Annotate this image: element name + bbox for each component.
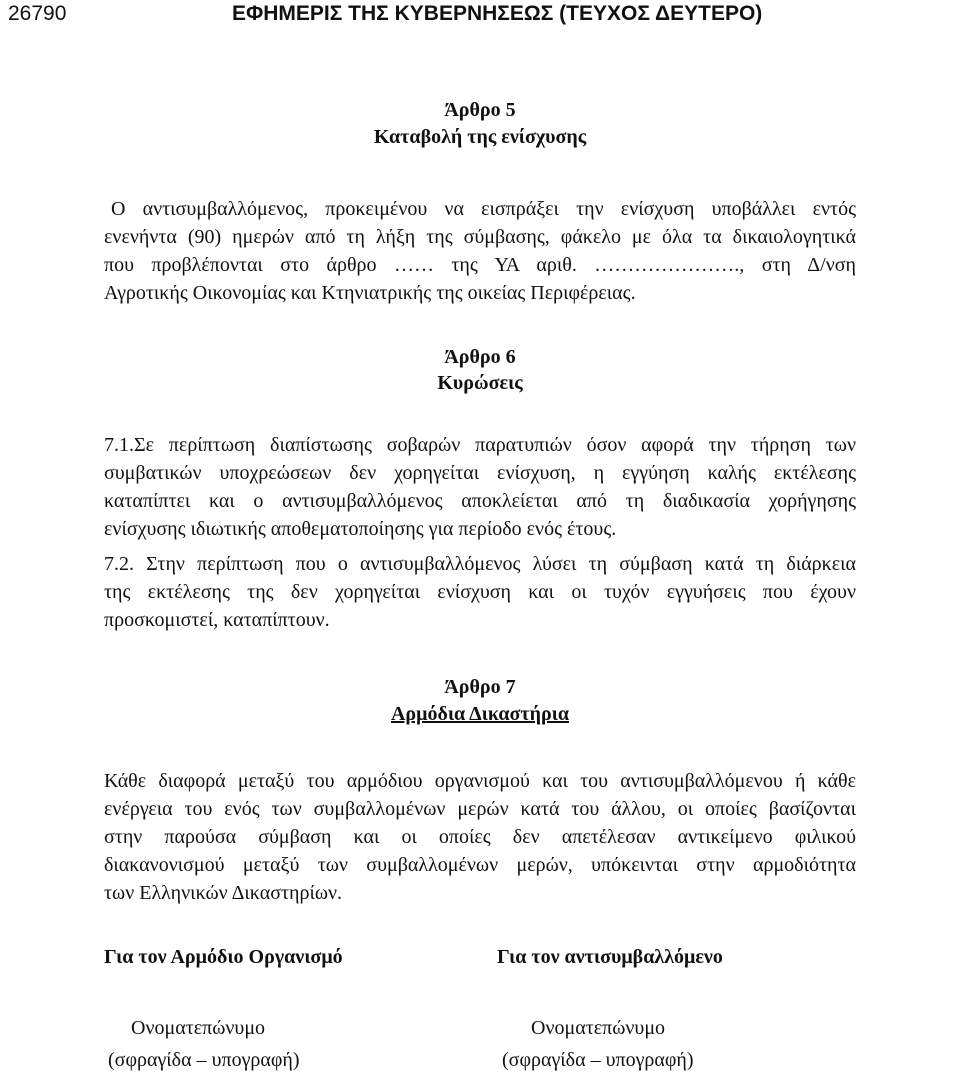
signature-left-stamp-label: (σφραγίδα – υπογραφή) <box>108 1049 300 1071</box>
article-6-title: Κυρώσεις <box>437 372 523 394</box>
article-6-line: 7.2. Στην περίπτωση που ο αντισυμβαλλόμενος λύσει τη σύμβαση κατά τη διάρκεια <box>104 553 856 575</box>
article-7-title-text: Αρμόδια Δικαστήρια <box>390 703 570 725</box>
article-7-title <box>0 700 960 728</box>
article-6-paragraph-2 <box>104 550 856 634</box>
article-5-line: που προβλέπονται στο άρθρο …… της ΥΑ αριθ. …………………., στη Δ/νση <box>104 254 856 276</box>
signature-right-heading: Για τον αντισυμβαλλόμενο <box>497 946 723 968</box>
signature-left-name-label: Ονοματεπώνυμο <box>131 1017 266 1039</box>
article-5-line: Ο αντισυμβαλλόμενος, προκειμένου να εισπράξει την ενίσχυση υποβάλλει εντός <box>111 198 856 220</box>
article-6-line: συμβατικών υποχρεώσεων δεν χορηγείται ενίσχυση, η εγγύηση καλής εκτέλεσης <box>104 462 856 484</box>
article-7-number: Άρθρο 7 <box>444 676 516 698</box>
article-6-line: καταπίπτει και ο αντισυμβαλλόμενος αποκλείεται από τη διαδικασία χορήγησης <box>104 490 856 512</box>
article-7-line: διακανονισμού μεταξύ των συμβαλλομένων μερών, υπόκεινται στην αρμοδιότητα <box>104 854 856 876</box>
article-7-body <box>104 767 856 907</box>
article-6-line: της εκτέλεσης της δεν χορηγείται ενίσχυση και οι τυχόν εγγυήσεις που έχουν <box>104 581 856 603</box>
article-5-title: Καταβολή της ενίσχυσης <box>373 126 587 148</box>
article-5-number: Άρθρο 5 <box>444 99 516 121</box>
article-6-number: Άρθρο 6 <box>444 346 516 368</box>
article-7-line: των Ελληνικών Δικαστηρίων. <box>104 882 343 904</box>
page-header <box>0 0 960 34</box>
article-6-line: 7.1.Σε περίπτωση διαπίστωσης σοβαρών παρατυπιών όσον αφορά την τήρηση των <box>104 434 856 456</box>
signature-left-heading: Για τον Αρμόδιο Οργανισμό <box>104 946 343 968</box>
article-6-paragraph-1 <box>104 431 856 543</box>
article-6-line: προσκομιστεί, καταπίπτουν. <box>104 609 330 631</box>
article-5-line: Αγροτικής Οικονομίας και Κτηνιατρικής της οικείας Περιφέρειας. <box>104 282 636 304</box>
signature-right-stamp-label: (σφραγίδα – υπογραφή) <box>502 1049 694 1071</box>
article-5-body <box>104 195 856 307</box>
signature-right-name-label: Ονοματεπώνυμο <box>531 1017 666 1039</box>
article-7-line: στην παρούσα σύμβαση και οι οποίες δεν απετέλεσαν αντικείμενο φιλικού <box>104 826 856 848</box>
article-5-line: ενενήντα (90) ημερών από τη λήξη της σύμβασης, φάκελο με όλα τα δικαιολογητικά <box>104 226 856 248</box>
page-number: 26790 <box>8 2 67 25</box>
gazette-title: ΕΦΗΜΕΡΙΣ ΤΗΣ ΚΥΒΕΡΝΗΣΕΩΣ (ΤΕΥΧΟΣ ΔΕΥΤΕΡΟ) <box>232 2 763 25</box>
article-7-line: ενέργεια του ενός των συμβαλλομένων μερών κατά του άλλου, οι οποίες βασίζονται <box>104 798 856 820</box>
article-7-line: Κάθε διαφορά μεταξύ του αρμόδιου οργανισμού και του αντισυμβαλλόμενου ή κάθε <box>104 770 856 792</box>
article-6-line: ενίσχυσης ιδιωτικής αποθεματοποίησης για περίοδο ενός έτους. <box>104 518 617 540</box>
